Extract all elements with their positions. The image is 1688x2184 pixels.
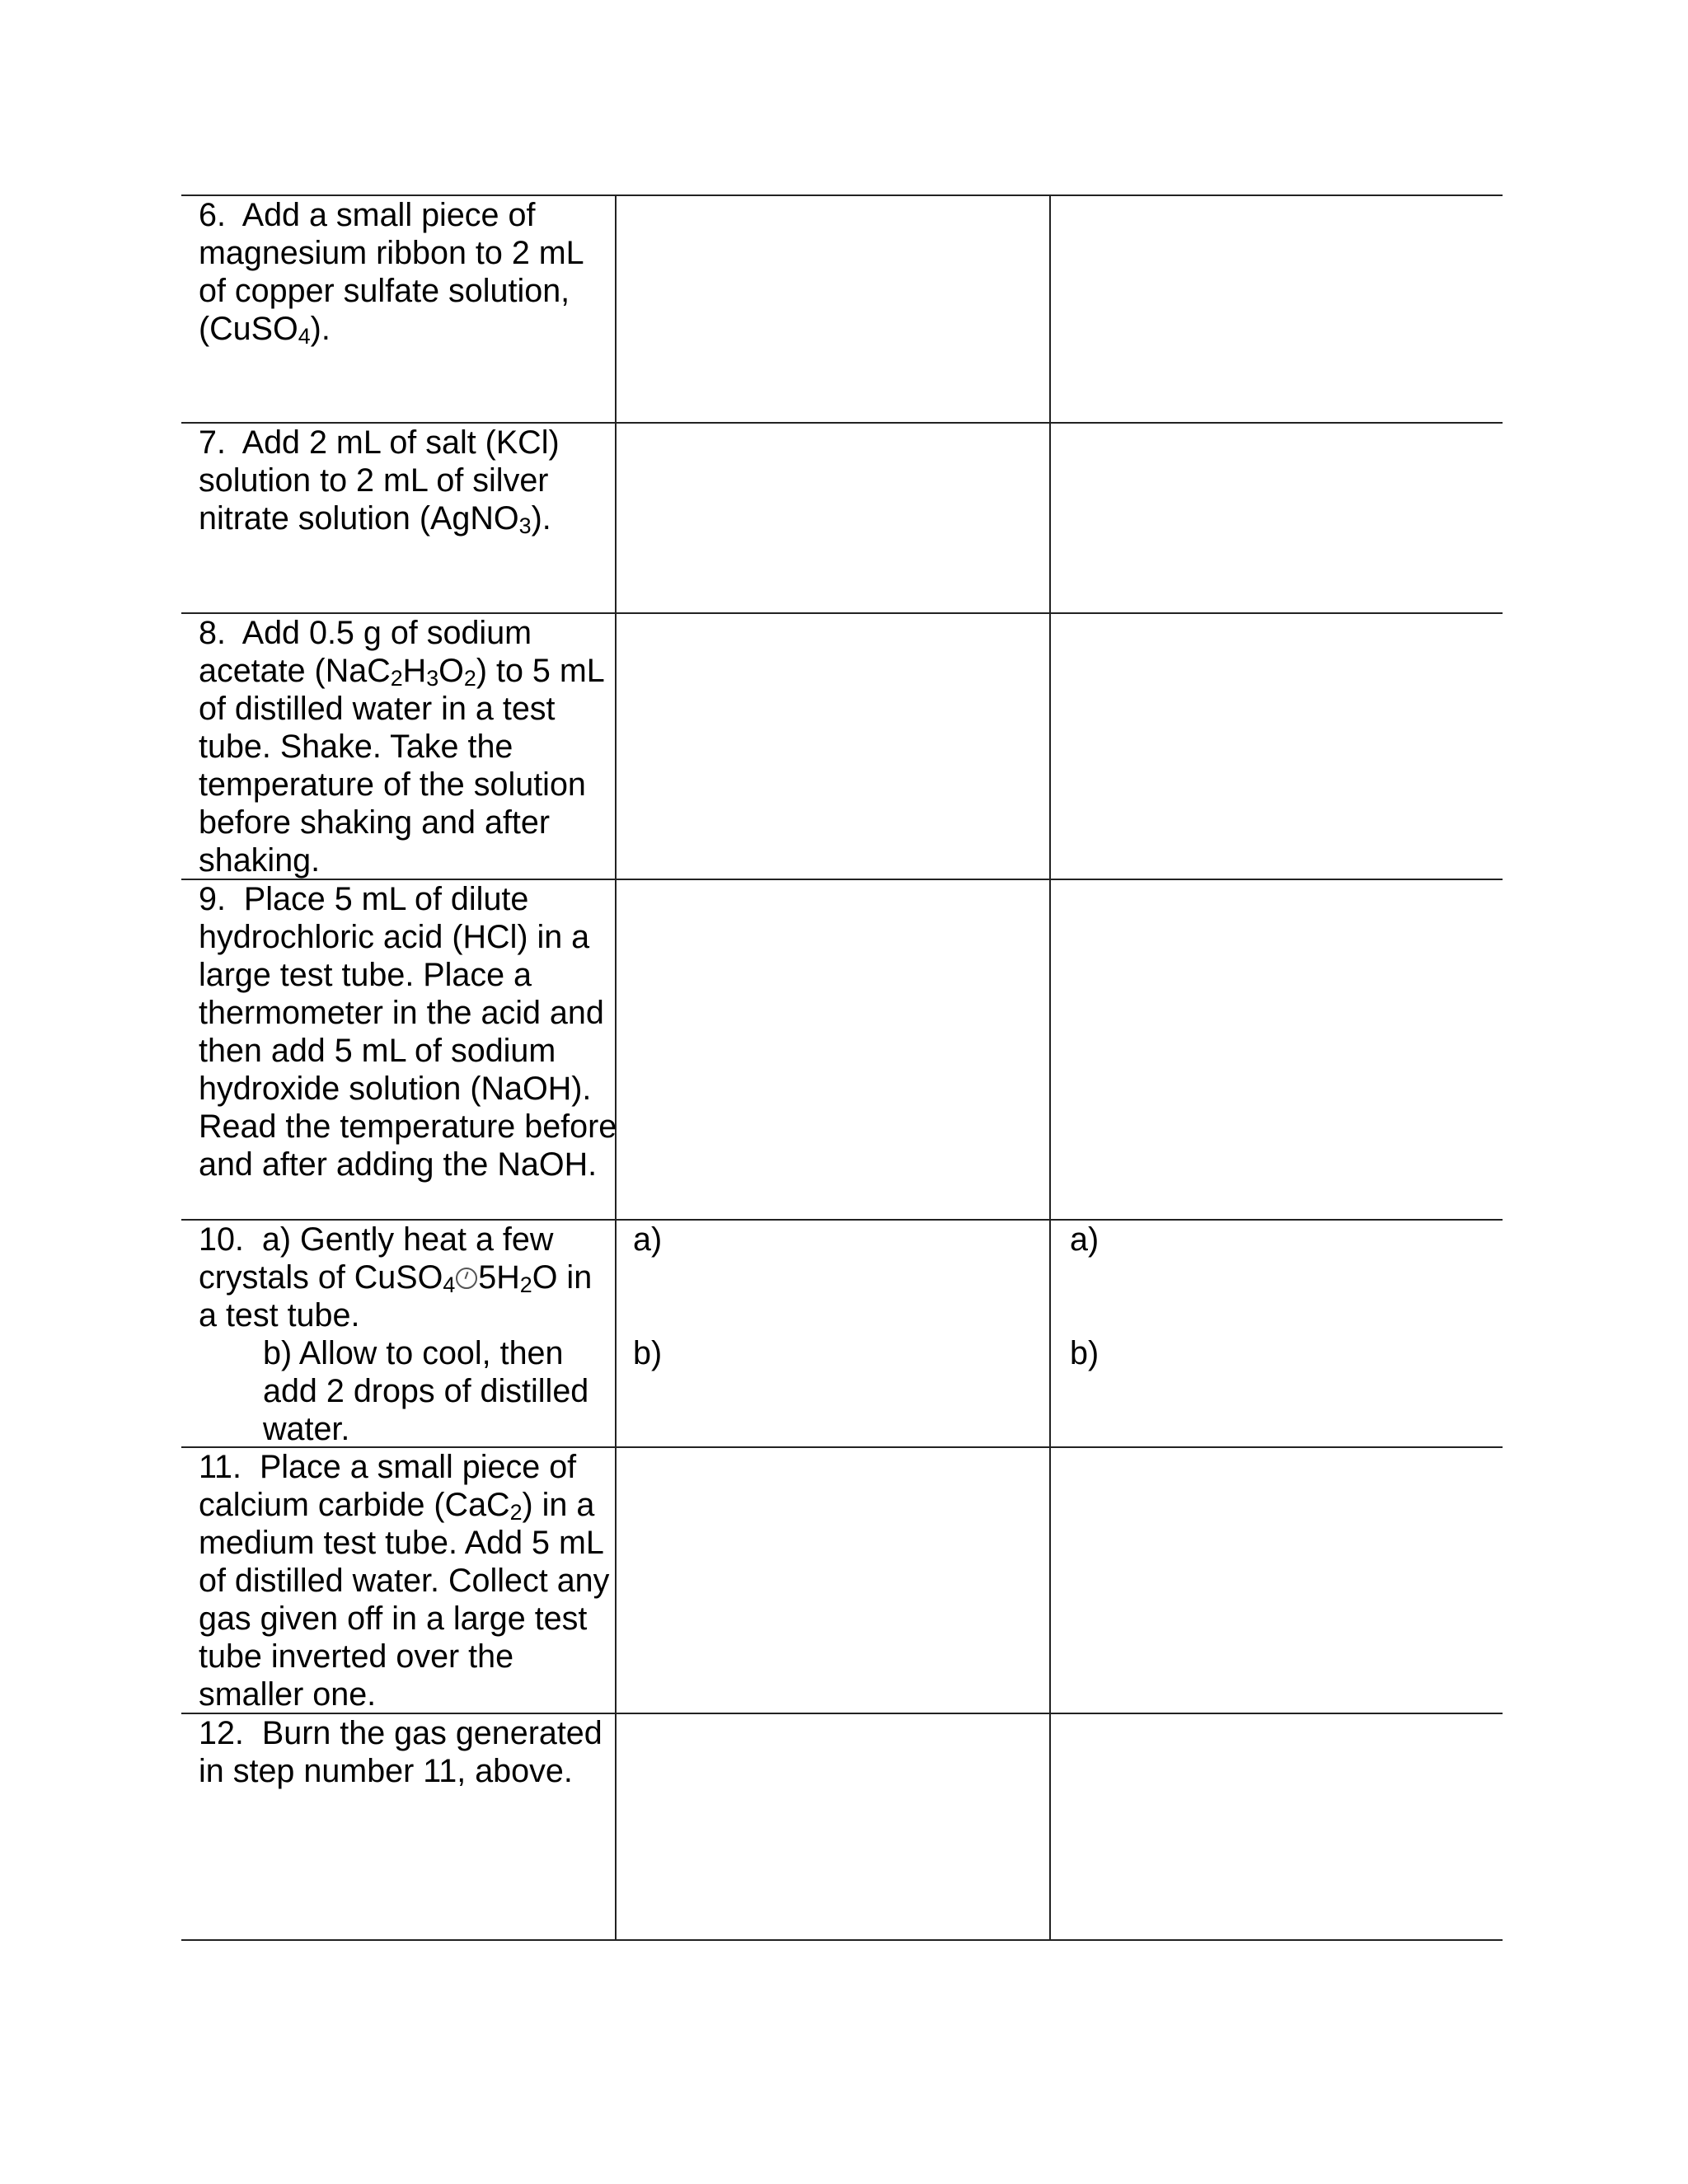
step-8-text: 8. Add 0.5 g of sodium acetate $(NaC_2H_3O_2)$ to 5 mL of distilled water in a test tube. Shake. Take the temperature of the solution before shaking and after shaking. [199, 615, 604, 879]
row10-col3-label-b: b) [1070, 1335, 1100, 1371]
step-12-text: 12. Burn the gas generated in step number 11, above. [199, 1715, 603, 1789]
step-9-text: 9. Place 5 mL of dilute hydrochloric acid (HCl) in a large test tube. Place a thermometer in the acid and then add 5 mL of sodium hydroxide solution (NaOH). Read the temperature before and after adding the NaOH. [199, 881, 617, 1183]
row10-col2-label-a: a) [633, 1221, 663, 1258]
step-7-text: 7. Add 2 mL of salt (KCl) solution to 2 mL of silver nitrate solution (AgNO$_3$). [199, 424, 560, 538]
clock-glyph-icon [456, 1268, 477, 1289]
step-10-text: 10. a) Gently heat a few crystals of CuSO$_4$ $5H_2O$ in a test tube. b) Allow to cool, then add 2 drops of distilled water. [199, 1221, 611, 1448]
row10-col3-label-a: a) [1070, 1221, 1100, 1258]
column-divider [1049, 194, 1051, 1941]
step-10b-text: b) Allow to cool, then add 2 drops of distilled water. [263, 1335, 589, 1447]
table-bottom-rule [181, 1939, 1503, 1941]
step-11-text: 11. Place a small piece of calcium carbide (CaC$_2$) in a medium test tube. Add 5 mL of distilled water. Collect any gas given off in a large test tube inverted over the smaller one. [199, 1449, 610, 1713]
step-6-text: 6. Add a small piece of magnesium ribbon to 2 mL of copper sulfate solution, (CuSO$_4$). [199, 197, 584, 349]
row10-col2-label-b: b) [633, 1335, 663, 1371]
